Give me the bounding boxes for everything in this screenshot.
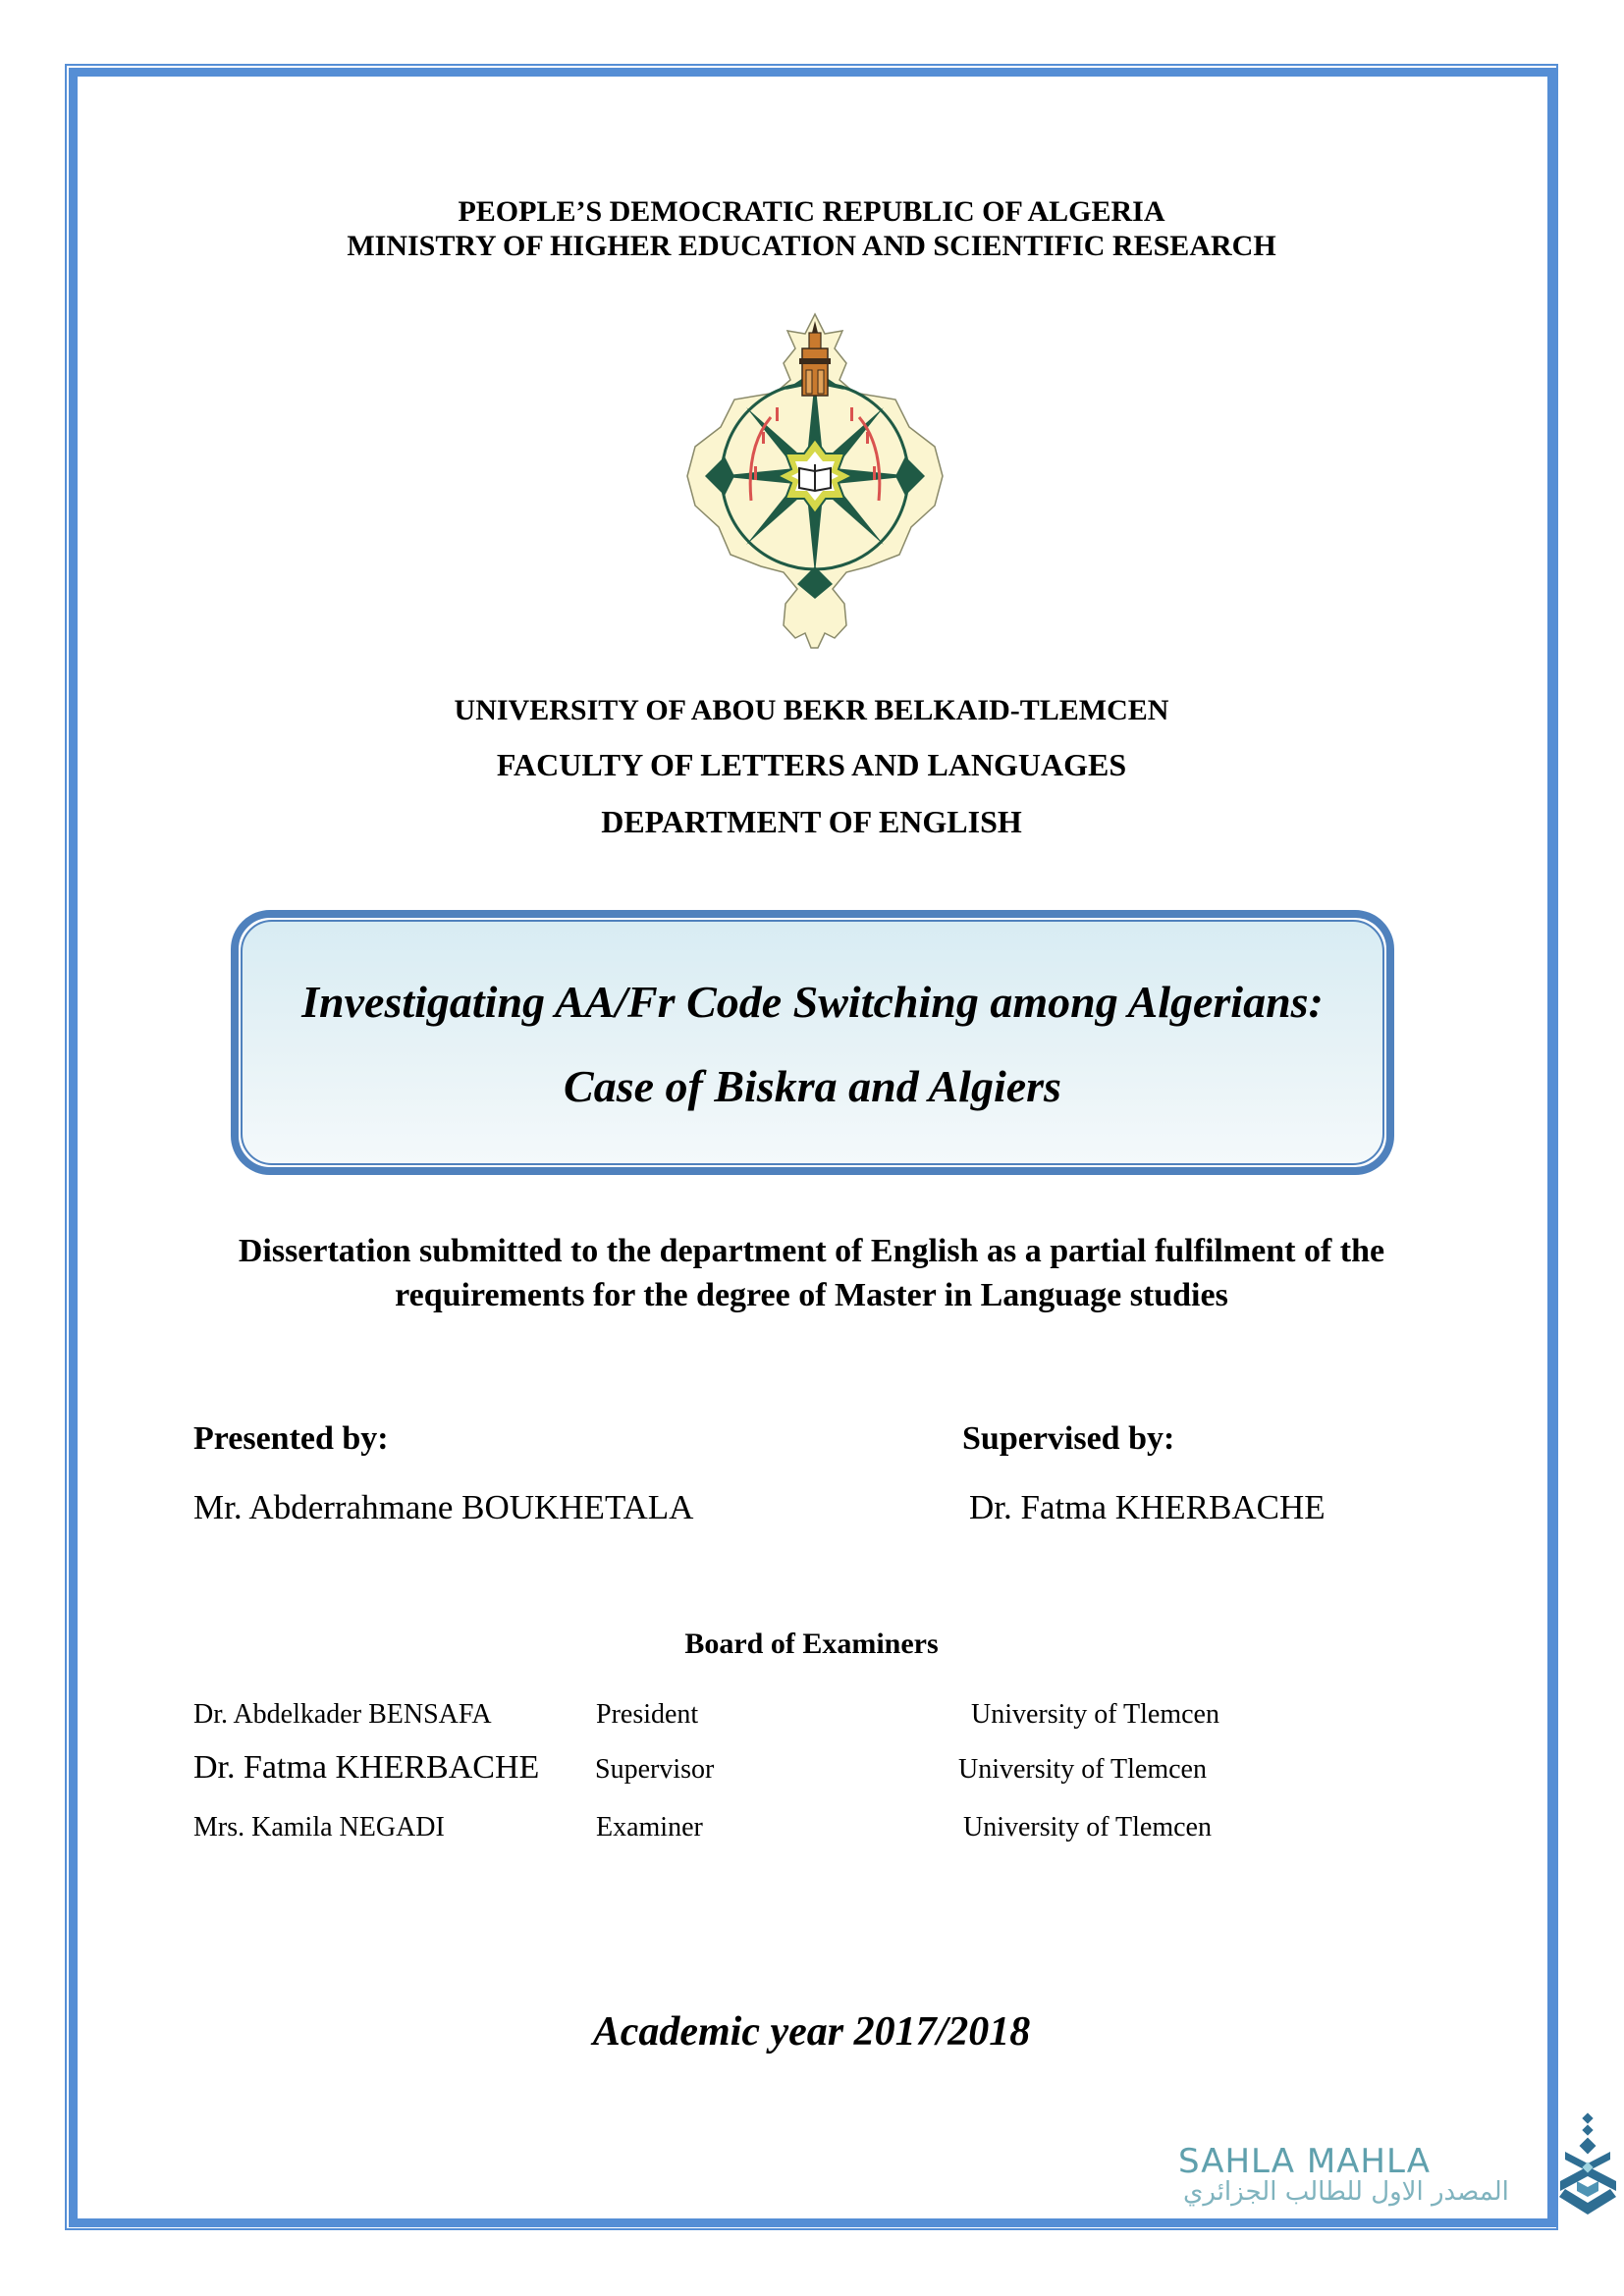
submission-statement-line1: Dissertation submitted to the department of English as a partial fulfilment of the <box>238 1233 1385 1269</box>
examiner-name: Mrs. Kamila NEGADI <box>193 1812 445 1842</box>
department-name: DEPARTMENT OF ENGLISH <box>601 804 1022 839</box>
supervisor-name: Dr. Fatma KHERBACHE <box>969 1488 1326 1526</box>
university-name: UNIVERSITY OF ABOU BEKR BELKAID-TLEMCEN <box>454 694 1169 726</box>
title-box <box>231 910 1394 1175</box>
examiner-institution: University of Tlemcen <box>963 1812 1212 1842</box>
ministry-heading: MINISTRY OF HIGHER EDUCATION AND SCIENTIFIC RESEARCH <box>347 230 1276 262</box>
examiner-institution: University of Tlemcen <box>958 1754 1207 1785</box>
academic-year: Academic year 2017/2018 <box>592 2009 1031 2055</box>
university-emblem-icon <box>677 309 952 658</box>
author-name: Mr. Abderrahmane BOUKHETALA <box>193 1488 694 1526</box>
dissertation-title-line1: Investigating AA/Fr Code Switching among Algerians: <box>301 977 1324 1027</box>
title-box-inner <box>241 920 1384 1165</box>
watermark-tagline: المصدر الاول للطالب الجزائري <box>1183 2177 1509 2207</box>
country-heading: PEOPLE’S DEMOCRATIC REPUBLIC OF ALGERIA <box>458 195 1165 228</box>
dissertation-title-line2: Case of Biskra and Algiers <box>564 1061 1061 1111</box>
watermark-brand: SAHLA MAHLA <box>1178 2142 1431 2181</box>
examiner-role: President <box>596 1699 699 1730</box>
examiner-role: Examiner <box>596 1812 703 1842</box>
submission-statement-line2: requirements for the degree of Master in Language studies <box>395 1277 1228 1313</box>
sahla-mahla-logo-icon <box>1555 2112 1624 2220</box>
presented-by-label: Presented by: <box>193 1420 389 1457</box>
examiner-institution: University of Tlemcen <box>971 1699 1219 1730</box>
examiner-name: Dr. Fatma KHERBACHE <box>193 1749 540 1786</box>
examiner-name: Dr. Abdelkader BENSAFA <box>193 1699 492 1730</box>
supervised-by-label: Supervised by: <box>962 1420 1175 1457</box>
examiner-role: Supervisor <box>595 1754 715 1785</box>
board-heading: Board of Examiners <box>684 1628 939 1660</box>
faculty-name: FACULTY OF LETTERS AND LANGUAGES <box>496 747 1127 782</box>
